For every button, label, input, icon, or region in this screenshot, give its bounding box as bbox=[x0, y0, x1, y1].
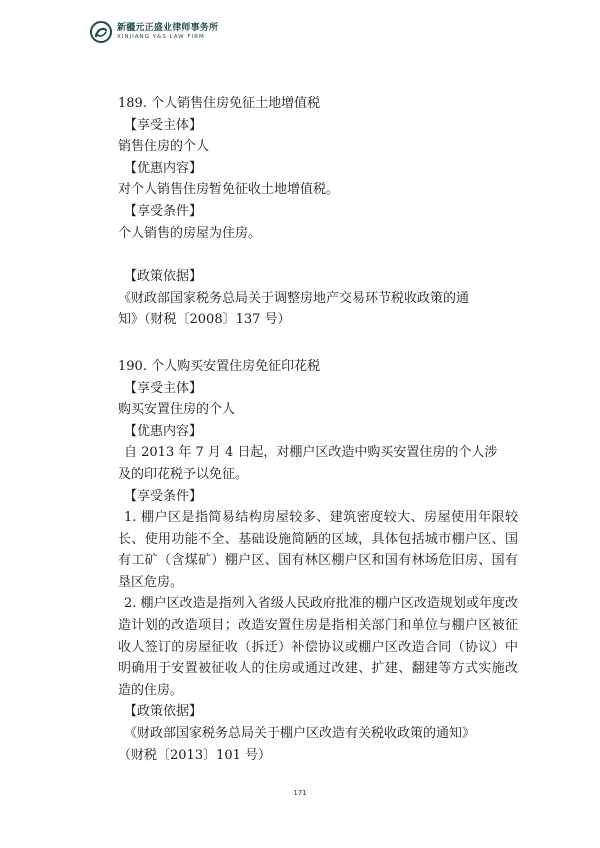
subject-text: 销售住房的个人 bbox=[118, 139, 210, 155]
subject-label: 【享受主体】 bbox=[124, 380, 203, 396]
subject-label: 【享受主体】 bbox=[124, 117, 203, 133]
basis-label: 【政策依据】 bbox=[124, 269, 203, 285]
benefit-text: 自 2013 年 7 月 4 日起，对棚户区改造中购买安置住房的个人涉 bbox=[124, 445, 498, 461]
document-body bbox=[118, 93, 518, 766]
benefit-text: 对个人销售住房暂免征收土地增值税。 bbox=[118, 182, 340, 198]
firm-name-en: XINJIANG Y&S LAW FIRM bbox=[117, 33, 205, 40]
condition-text: 个人销售的房屋为住房。 bbox=[118, 225, 262, 241]
condition-item-1: 1. 棚户区是指简易结构房屋较多、建筑密度较大、房屋使用年限较长、使用功能不全、基础设施简陋的区域，具体包括城市棚户区、国有工矿（含煤矿）棚户区、国有林区棚户区和国有林场危旧房、国有垦区危房。 bbox=[118, 510, 518, 590]
basis-text: （财税〔2013〕101 号） bbox=[118, 747, 272, 763]
basis-text: 《财政部国家税务总局关于调整房地产交易环节税收政策的通 bbox=[118, 290, 470, 306]
page-number: 171 bbox=[293, 789, 307, 797]
subject-text: 购买安置住房的个人 bbox=[118, 402, 236, 418]
basis-text: 《财政部国家税务总局关于棚户区改造有关税收政策的通知》 bbox=[124, 726, 476, 742]
benefit-label: 【优惠内容】 bbox=[124, 423, 203, 439]
section-title: 189. 个人销售住房免征土地增值税 bbox=[118, 96, 321, 111]
benefit-label: 【优惠内容】 bbox=[124, 160, 203, 176]
basis-text: 知》（财税〔2008〕137 号） bbox=[118, 312, 291, 328]
condition-label: 【享受条件】 bbox=[124, 203, 203, 219]
firm-logo-icon bbox=[90, 21, 112, 43]
basis-label: 【政策依据】 bbox=[124, 704, 203, 720]
firm-name bbox=[117, 24, 218, 41]
firm-name-cn: 新疆元正盛业律师事务所 bbox=[117, 22, 219, 33]
benefit-text: 及的印花税予以免征。 bbox=[118, 466, 249, 482]
page-header bbox=[90, 18, 218, 46]
condition-item-2: 2. 棚户区改造是指列入省级人民政府批准的棚户区改造规划或年度改造计划的改造项目；改造安置住房是指相关部门和单位与棚户区被征收人签订的房屋征收（拆迁）补偿协议或棚户区改造合同（协议）中明确用于安置被征收人的住房或通过改建、扩建、翻建等方式实施改造的住房。 bbox=[118, 596, 518, 698]
section-title: 190. 个人购买安置住房免征印花税 bbox=[118, 358, 321, 374]
condition-label: 【享受条件】 bbox=[124, 488, 203, 504]
